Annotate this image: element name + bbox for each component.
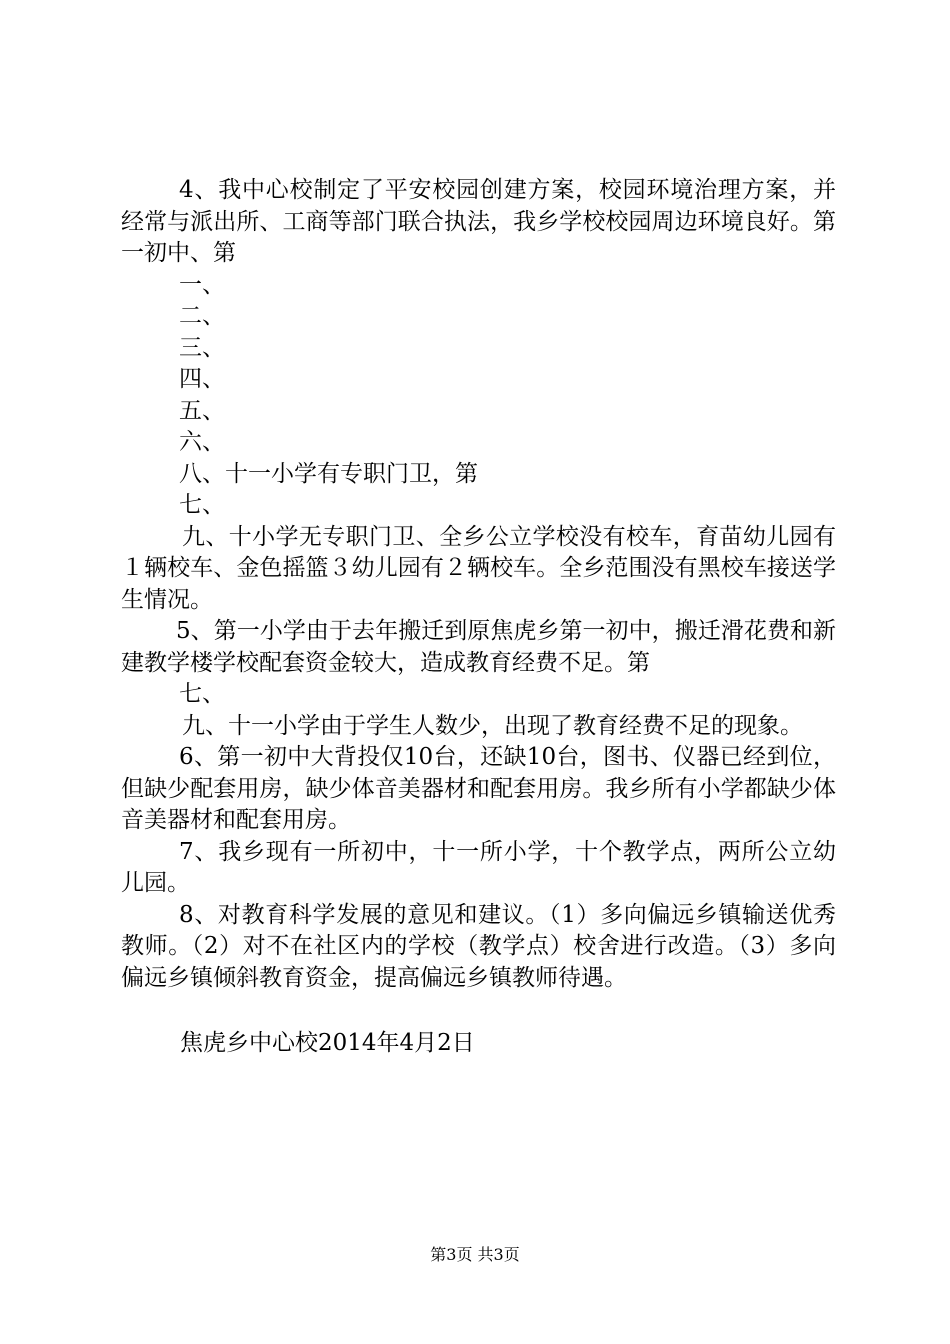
page-footer: 第3页 共3页 — [430, 1245, 520, 1264]
paragraph-schools-count: 7、我乡现有一所初中，十一所小学，十个教学点，两所公立幼儿园。 — [121, 838, 836, 896]
paragraph-school-bus: 九、十小学无专职门卫、全乡公立学校没有校车，育苗幼儿园有１辆校车、金色摇篮３幼儿园有２辆校车。全乡范围没有黑校车接送学生情况。 — [121, 523, 836, 613]
list-marker-3: 三、 — [179, 334, 225, 361]
list-marker-2: 二、 — [179, 303, 225, 329]
list-marker-7: 七、 — [179, 492, 225, 518]
document-body — [121, 175, 836, 994]
list-marker-4: 四、 — [179, 366, 225, 392]
paragraph-funding: 5、第一小学由于去年搬迁到原焦虎乡第一初中，搬迁滑花费和新建教学楼学校配套资金较大，造成教育经费不足。第 — [121, 618, 836, 676]
list-marker-7b: 七、 — [179, 681, 225, 707]
paragraph-safety: 4、我中心校制定了平安校园创建方案，校园环境治理方案，并经常与派出所、工商等部门联合执法，我乡学校校园周边环境良好。第一初中、第 — [121, 177, 836, 266]
paragraph-equipment: 6、第一初中大背投仅10台，还缺10台，图书、仪器已经到位，但缺少配套用房，缺少体音美器材和配套用房。我乡所有小学都缺少体音美器材和配套用房。 — [121, 744, 836, 833]
list-marker-6: 六、 — [179, 429, 225, 455]
paragraph-guards: 八、十一小学有专职门卫，第 — [179, 460, 478, 487]
signature-line: 焦虎乡中心校2014年4月2日 — [180, 1030, 475, 1056]
paragraph-suggestions: 8、对教育科学发展的意见和建议。（1）多向偏远乡镇输送优秀教师。（2）对不在社区内的学校（教学点）校舍进行改造。（3）多向偏远乡镇倾斜教育资金，提高偏远乡镇教师待遇。 — [121, 901, 836, 991]
list-marker-1: 一、 — [179, 271, 225, 298]
list-marker-5: 五、 — [179, 397, 225, 424]
paragraph-funding-shortage: 九、十一小学由于学生人数少，出现了教育经费不足的现象。 — [182, 712, 803, 739]
